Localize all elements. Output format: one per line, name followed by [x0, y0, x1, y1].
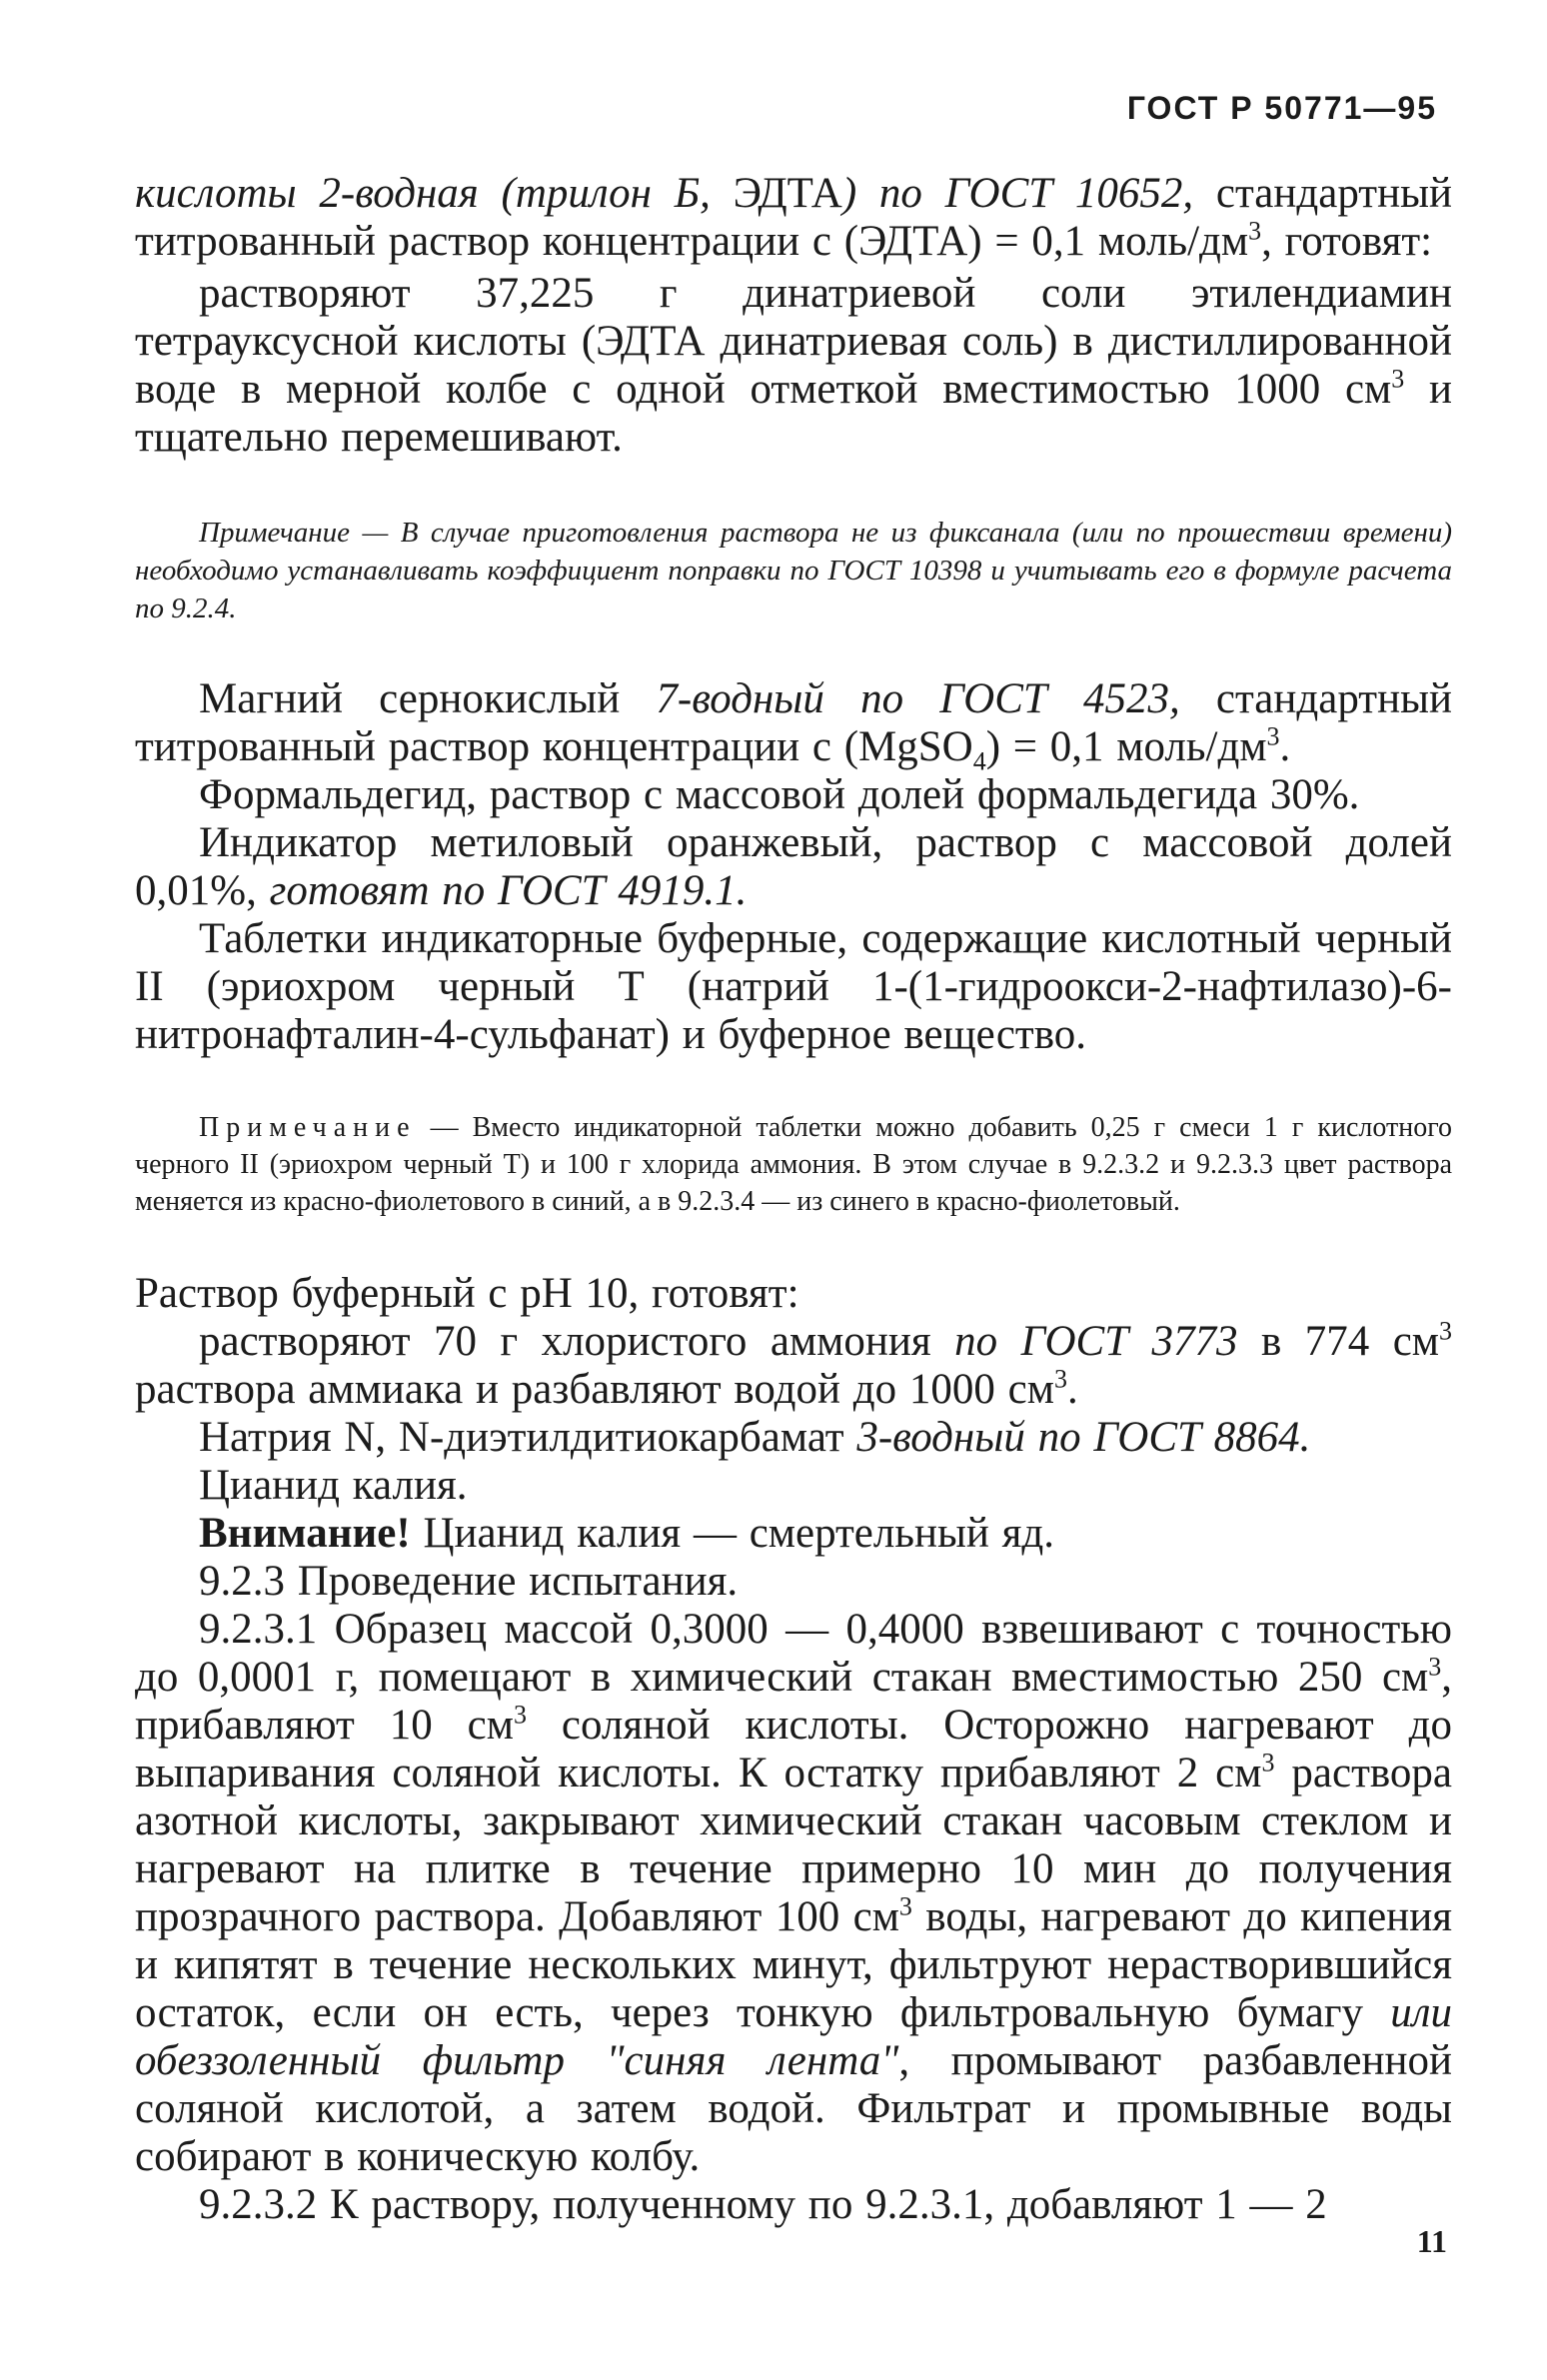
warning-text: Цианид калия — смертельный яд. [410, 1510, 1055, 1557]
section-heading-9-2-3: 9.2.3 Проведение испытания. [199, 1558, 739, 1605]
paragraph-methyl-orange [135, 819, 1452, 915]
paragraph-buffer-prep [135, 1318, 1452, 1414]
paragraph-magnesium [135, 675, 1452, 776]
p8-b: по ГОСТ 3773 [954, 1318, 1238, 1365]
p3-b: 7-водный по ГОСТ 4523, [656, 675, 1180, 722]
p13-a: 9.2.3.1 Образец массой 0,3000 — 0,4000 взвешивают с точностью до 0,0001 г, помещают в химический стакан вместимостью 250 см [135, 1606, 1452, 1701]
p5-a: Индикатор метиловый оранжевый, раствор с массовой долей 0,01%, [135, 819, 1452, 914]
p13-d: 3 [513, 1700, 527, 1730]
paragraph-edta-prep [135, 270, 1452, 462]
p2-b: 3 [1391, 364, 1405, 394]
p9-b: 3-водный по ГОСТ 8864. [856, 1414, 1311, 1461]
p3-c: стандартный титрованный раствор концентрации с (MgSO [135, 675, 1452, 770]
p1-b: ЭДТА [733, 170, 842, 217]
p8-g: . [1066, 1366, 1078, 1413]
note-fixanal: Примечание — В случае приготовления раствора не из фиксанала (или по прошествии времени) необходимо устанавливать коэффициент поправки по ГОСТ 10398 и учитывать его в формуле расчета по 9.2.4. [135, 517, 1452, 624]
paragraph-formaldehyde: Формальдегид, раствор с массовой долей формальдегида 30%. [199, 771, 1360, 818]
note-indicator [135, 1109, 1452, 1220]
page-number: 11 [1416, 2223, 1447, 2259]
paragraph-buffer: Раствор буферный с рН 10, готовят: [135, 1270, 799, 1317]
p13-b: 3 [1428, 1652, 1442, 1682]
note2-text: — Вместо индикаторной таблетки можно добавить 0,25 г смеси 1 г кислотного черного II (эриохром черный Т) и 100 г хлорида аммония. В этом случае в 9.2.3.2 и 9.2.3.3 цвет раствора меняется из красно-фиолетового в синий, а в 9.2.3.4 — из синего в красно-фиолетовый. [135, 1112, 1452, 1217]
p13-f: 3 [1261, 1748, 1275, 1778]
p8-e: раствора аммиака и разбавляют водой до 1000 см [135, 1366, 1054, 1413]
p1-d: стандартный титрованный раствор концентрации с (ЭДТА) = 0,1 моль/дм [135, 170, 1452, 265]
paragraph-9-2-3-1 [135, 1606, 1452, 2181]
p13-g: раствора азотной кислоты, закрывают химический стакан часовым стеклом и нагревают на плитке в течение примерно 10 мин до получения прозрачного раствора. Добавляют 100 см [135, 1750, 1452, 1940]
p13-e: соляной кислоты. Осторожно нагревают до выпаривания соляной кислоты. К остатку прибавляют 2 см [135, 1702, 1452, 1796]
document-code-header: ГОСТ Р 50771—95 [1126, 90, 1437, 126]
p1-a: кислоты 2-водная (трилон Б, [135, 170, 734, 217]
paragraph-carbamate [135, 1414, 1452, 1462]
p5-b: готовят по ГОСТ 4919.1. [269, 867, 748, 914]
paragraph-edta [135, 170, 1452, 266]
p8-c: в 774 см [1237, 1318, 1439, 1365]
document-body [135, 170, 1452, 2229]
warning-label: Внимание! [199, 1510, 411, 1557]
p3-a: Магний сернокислый [199, 675, 657, 722]
p3-d: 4 [972, 746, 986, 776]
p3-e: ) = 0,1 моль/дм [985, 723, 1267, 770]
p13-h: 3 [898, 1891, 912, 1921]
p1-f: , готовят: [1261, 218, 1433, 265]
p2-a: растворяют 37,225 г динатриевой соли этилендиамин тетрауксусной кислоты (ЭДТА динатриевая соль) в дистиллированной воде в мерной колбе с одной отметкой вместимостью 1000 см [135, 270, 1452, 413]
p3-g: . [1279, 723, 1291, 770]
paragraph-cyanide: Цианид калия. [199, 1462, 468, 1509]
p8-f: 3 [1053, 1364, 1067, 1394]
p3-f: 3 [1266, 721, 1280, 751]
p13-k: , промывают разбавленной соляной кислотой, а затем водой. Фильтрат и промывные воды собирают в коническую колбу. [135, 2037, 1452, 2180]
note2-label: Примечание [199, 1112, 417, 1143]
p13-i: воды, нагревают до кипения и кипятят в течение нескольких минут, фильтруют нерастворившийся остаток, если он есть, через тонкую фильтровальную бумагу [135, 1893, 1452, 2036]
p13-j: или обеззоленный фильтр "синяя лента" [135, 1989, 1452, 2084]
p2-c: и тщательно перемешивают. [135, 366, 1452, 461]
p9-a: Натрия N, N-диэтилдитиокарбамат [199, 1414, 857, 1461]
paragraph-warning [135, 1510, 1452, 1558]
p1-c: ) по ГОСТ 10652, [841, 170, 1194, 217]
p1-e: 3 [1248, 216, 1262, 246]
paragraph-9-2-3-2: 9.2.3.2 К раствору, полученному по 9.2.3.1, добавляют 1 — 2 [199, 2181, 1327, 2228]
p8-a: растворяют 70 г хлористого аммония [199, 1318, 955, 1365]
p13-c: , прибавляют 10 см [135, 1654, 1452, 1749]
p8-d: 3 [1439, 1316, 1452, 1346]
paragraph-indicator-tablets: Таблетки индикаторные буферные, содержащие кислотный черный II (эриохром черный Т (натрий 1-(1-гидроокси-2-нафтилазо)-6-нитронафталин-4-сульфанат) и буферное вещество. [135, 915, 1452, 1058]
